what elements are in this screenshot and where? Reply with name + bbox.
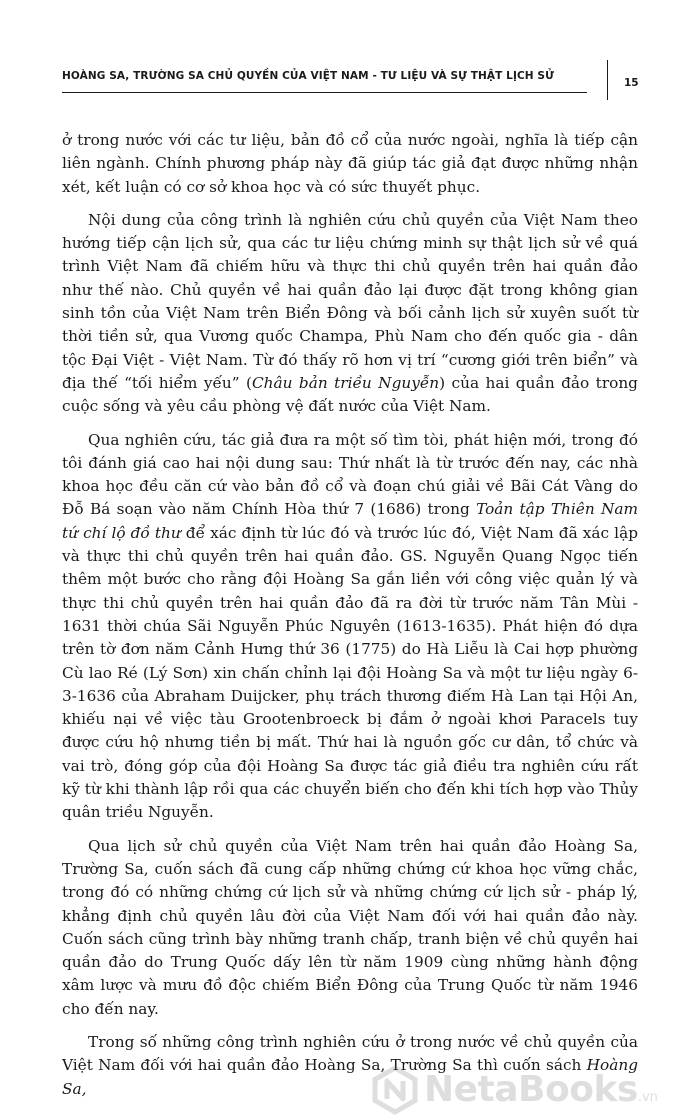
- paragraph-3-text-after: để xác định từ lúc đó và trước lúc đó, Việt Nam đã xác lập và thực thi chủ quyền trên hai quần đảo. GS. Nguyễn Quang Ngọc tiến thêm một bước cho rằng đội Hoàng Sa gắn liền với công việc quản lý và thực thi chủ quyền trên hai quần đảo đã ra đời từ trước năm Tân Mùi - 1631 thời chúa Sãi Nguyễn Phúc Nguyên (1613-1635). Phát hiện đó dựa trên tờ đơn năm Cảnh Hưng thứ 36 (1775) do Hà Liễu là Cai hợp phường Cù lao Ré (Lý Sơn) xin chấn chỉnh lại đội Hoàng Sa và một tư liệu ngày 6-3-1636 của Abraham Duijcker, phụ trách thương điếm Hà Lan tại Hội An, khiếu nại về việc tàu Grootenbroeck bị đắm ở ngoài khơi Paracels tuy được cứu hộ nhưng tiền bị mất. Thứ hai là nguồn gốc cư dân, tổ chức và vai trò, đóng góp của đội Hoàng Sa được tác giả điều tra nghiên cứu rất kỹ từ khi thành lập rồi qua các chuyển biến cho đến khi tích hợp vào Thủy quân triều Nguyễn.: [62, 523, 638, 822]
- watermark-brand: NetaBooks: [424, 1069, 638, 1110]
- header-rule: [62, 92, 587, 93]
- paragraph-4-text: Qua lịch sử chủ quyền của Việt Nam trên hai quần đảo Hoàng Sa, Trường Sa, cuốn sách đã cung cấp những chứng cứ khoa học vững chắc, trong đó có những chứng cứ lịch sử và những chứng cứ lịch sử - pháp lý, khẳng định chủ quyền lâu đời của Việt Nam đối với hai quần đảo này. Cuốn sách cũng trình bày những tranh chấp, tranh biện về chủ quyền hai quần đảo do Trung Quốc dấy lên từ năm 1909 cùng những hành động xâm lược và mưu đồ độc chiếm Biển Đông của Trung Quốc từ năm 1946 cho đến nay.: [62, 836, 638, 1018]
- paragraph-2: [62, 209, 638, 419]
- page-number: 15: [624, 77, 639, 89]
- watermark-suffix: .vn: [637, 1090, 658, 1105]
- netabooks-logo-icon: [370, 1065, 420, 1115]
- watermark: [370, 1065, 690, 1115]
- header-vertical-rule: [607, 60, 608, 100]
- paragraph-4: [62, 835, 638, 1021]
- watermark-text: [424, 1069, 658, 1110]
- paragraph-1: [62, 129, 638, 199]
- paragraph-3-text-before: Qua nghiên cứu, tác giả đưa ra một số tìm tòi, phát hiện mới, trong đó tôi đánh giá cao hai nội dung sau: Thứ nhất là từ trước đến nay, các nhà khoa học đều căn cứ vào bản đồ cổ và đoạn chú giải về Bãi Cát Vàng do Đỗ Bá soạn vào năm Chính Hòa thứ 7 (1686) trong: [62, 430, 638, 519]
- paragraph-3-italic-title: Toản tập Thiên Nam tứ chí lộ đồ thư: [62, 500, 638, 542]
- paragraph-5-italic-title: Hoàng Sa,: [62, 1056, 638, 1098]
- paragraph-2-italic-title: Châu bản triều Nguyễn: [251, 373, 440, 392]
- paragraph-2-text-after: ) của hai quần đảo trong cuộc sống và yêu cầu phòng vệ đất nước của Việt Nam.: [62, 373, 638, 416]
- body-text: [62, 129, 638, 1111]
- running-header-title: HOÀNG SA, TRƯỜNG SA CHỦ QUYỀN CỦA VIỆT NAM - TƯ LIỆU VÀ SỰ THẬT LỊCH SỬ: [62, 70, 554, 82]
- paragraph-5-text-before: Trong số những công trình nghiên cứu ở trong nước về chủ quyền của Việt Nam đối với hai quần đảo Hoàng Sa, Trường Sa thì cuốn sách: [62, 1032, 638, 1075]
- paragraph-1-text: ở trong nước với các tư liệu, bản đồ cổ của nước ngoài, nghĩa là tiếp cận liên ngành. Chính phương pháp này đã giúp tác giả đạt được những nhận xét, kết luận có cơ sở khoa học và có sức thuyết phục.: [62, 131, 638, 196]
- paragraph-3: [62, 429, 638, 825]
- paragraph-2-text-before: Nội dung của công trình là nghiên cứu chủ quyền của Việt Nam theo hướng tiếp cận lịch sử, qua các tư liệu chứng minh sự thật lịch sử về quá trình Việt Nam đã chiếm hữu và thực thi chủ quyền trên hai quần đảo như thế nào. Chủ quyền về hai quần đảo lại được đặt trong không gian sinh tồn của Việt Nam trên Biển Đông và bối cảnh lịch sử xuyên suốt từ thời tiền sử, qua Vương quốc Champa, Phù Nam cho đến quốc gia - dân tộc Đại Việt - Việt Nam. Từ đó thấy rõ hơn vị trí “cương giới trên biển” và địa thế “tối hiểm yếu” (: [62, 210, 638, 392]
